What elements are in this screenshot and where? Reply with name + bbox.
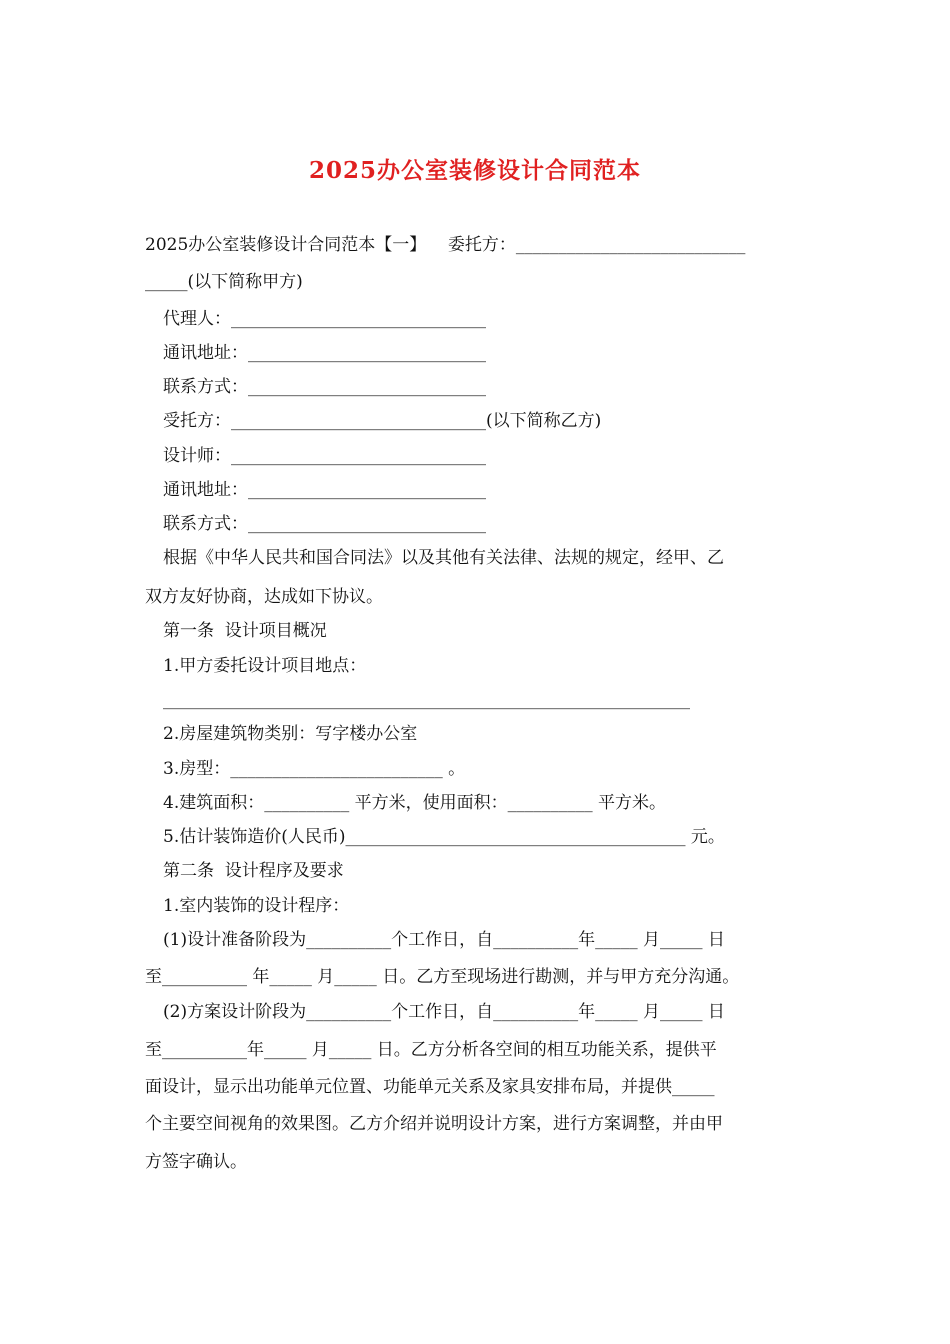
- body-line: (1)设计准备阶段为__________个工作日，自__________年_____ 月_____ 日: [163, 930, 725, 950]
- body-line: (2)方案设计阶段为__________个工作日，自__________年_____ 月_____ 日: [163, 1002, 725, 1022]
- body-line: 代理人：______________________________: [163, 309, 486, 329]
- body-line: 3.房型：_________________________ 。: [163, 759, 466, 779]
- body-line: 联系方式：____________________________: [163, 514, 486, 534]
- body-line: 至__________年_____ 月_____ 日。乙方分析各空间的相互功能关系，提供平: [145, 1040, 717, 1060]
- body-line: 通讯地址：____________________________: [163, 480, 486, 500]
- section-heading: 第二条 设计程序及要求: [163, 861, 344, 881]
- body-line: 双方友好协商，达成如下协议。: [145, 587, 383, 607]
- body-line: 5.估计装饰造价(人民币)________________________________________ 元。: [163, 827, 725, 847]
- body-line: 根据《中华人民共和国合同法》以及其他有关法律、法规的规定，经甲、乙: [163, 548, 724, 568]
- body-line: 受托方：______________________________(以下简称乙方): [163, 411, 602, 431]
- body-line: 2.房屋建筑物类别：写字楼办公室: [163, 724, 418, 744]
- body-line: 4.建筑面积：__________ 平方米，使用面积：__________ 平方米。: [163, 793, 667, 813]
- body-line: 个主要空间视角的效果图。乙方介绍并说明设计方案，进行方案调整，并由甲: [145, 1114, 723, 1134]
- document-title: 2025办公室装修设计合同范本: [308, 157, 641, 184]
- body-line: 面设计，显示出功能单元位置、功能单元关系及家具安排布局，并提供_____: [145, 1077, 715, 1097]
- section-heading: 第一条 设计项目概况: [163, 621, 327, 641]
- body-line: 通讯地址：____________________________: [163, 343, 486, 363]
- body-line: 联系方式：____________________________: [163, 377, 486, 397]
- body-line: 1.甲方委托设计项目地点：: [163, 656, 367, 676]
- body-line: 2025办公室装修设计合同范本【一】 委托方：___________________________: [145, 235, 746, 255]
- body-line: 设计师：______________________________: [163, 446, 486, 466]
- body-line: 至__________ 年_____ 月_____ 日。乙方至现场进行勘测，并与甲方充分沟通。: [145, 967, 740, 987]
- body-line: ______________________________________________________________: [163, 690, 690, 710]
- body-line: _____(以下简称甲方): [145, 272, 303, 292]
- body-line: 方签字确认。: [145, 1152, 247, 1172]
- body-line: 1.室内装饰的设计程序：: [163, 896, 350, 916]
